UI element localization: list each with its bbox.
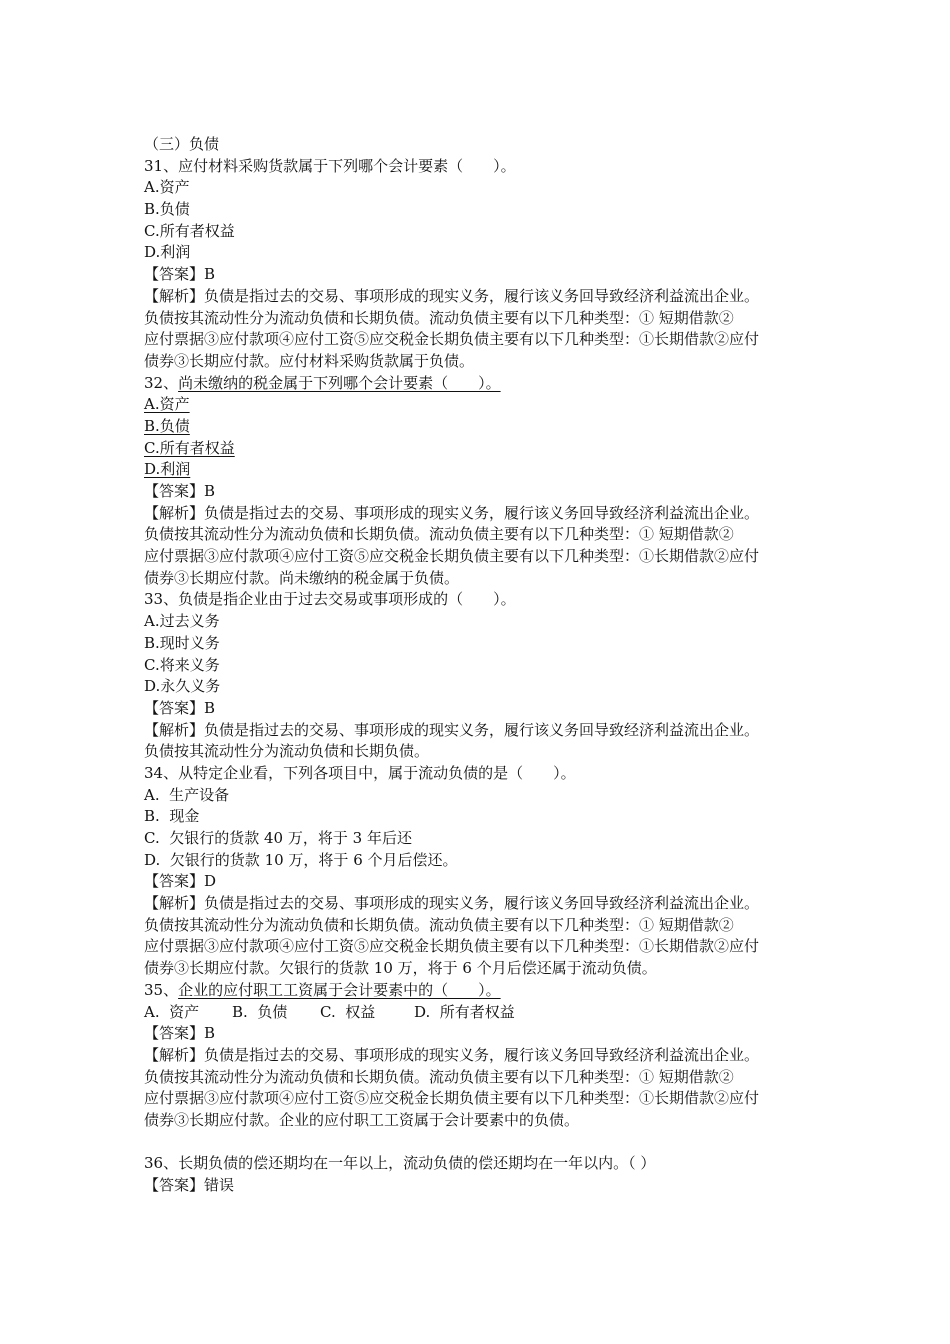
option-c: C.将来义务 xyxy=(144,655,220,674)
option-b: B. 负债 xyxy=(232,1002,288,1021)
question-35 xyxy=(144,980,814,1132)
section-title: （三）负债 xyxy=(144,135,220,153)
option-b: B. 现金 xyxy=(144,807,200,826)
question-stem: 36、长期负债的偿还期均在一年以上，流动负债的偿还期均在一年以内。（ ） xyxy=(144,1154,656,1173)
analysis-line: 负债按其流动性分为流动负债和长期负债。流动负债主要有以下几种类型：① 短期借款② xyxy=(144,1067,734,1086)
analysis-line: 债券③长期应付款。应付材料采购货款属于负债。 xyxy=(144,351,475,370)
analysis-line: 应付票据③应付款项④应付工资⑤应交税金长期负债主要有以下几种类型：①长期借款②应付 xyxy=(144,937,760,956)
option-a: A.资产 xyxy=(144,178,190,197)
analysis-line: 债券③长期应付款。尚未缴纳的税金属于负债。 xyxy=(144,568,460,587)
option-a: A.过去义务 xyxy=(144,612,220,631)
answer: 【答案】B xyxy=(144,1024,216,1043)
analysis-line: 应付票据③应付款项④应付工资⑤应交税金长期负债主要有以下几种类型：①长期借款②应付 xyxy=(144,1089,760,1108)
analysis-line: 【解析】负债是指过去的交易、事项形成的现实义务，履行该义务回导致经济利益流出企业。 xyxy=(144,503,760,522)
option-b xyxy=(144,416,814,438)
question-stem: 33、负债是指企业由于过去交易或事项形成的（ ）。 xyxy=(144,590,516,609)
analysis-line: 负债按其流动性分为流动负债和长期负债。流动负债主要有以下几种类型：① 短期借款② xyxy=(144,525,734,544)
option-d xyxy=(144,459,814,481)
option-text: B.负债 xyxy=(144,416,190,435)
option-text: D.利润 xyxy=(144,460,191,479)
analysis-line: 【解析】负债是指过去的交易、事项形成的现实义务，履行该义务回导致经济利益流出企业。 xyxy=(144,286,760,305)
analysis-line: 【解析】负债是指过去的交易、事项形成的现实义务，履行该义务回导致经济利益流出企业。 xyxy=(144,1045,760,1064)
blank-line xyxy=(144,1132,814,1154)
answer: 【答案】B xyxy=(144,698,216,717)
option-a: A. 资产 xyxy=(144,1002,200,1021)
analysis-line: 应付票据③应付款项④应付工资⑤应交税金长期负债主要有以下几种类型：①长期借款②应付 xyxy=(144,330,760,349)
option-d: D. 所有者权益 xyxy=(414,1002,515,1021)
analysis-line: 【解析】负债是指过去的交易、事项形成的现实义务，履行该义务回导致经济利益流出企业。 xyxy=(144,720,760,739)
analysis-line: 债券③长期应付款。企业的应付职工工资属于会计要素中的负债。 xyxy=(144,1110,580,1129)
question-text: 尚未缴纳的税金属于下列哪个会计要素（ ）。 xyxy=(178,373,501,392)
answer: 【答案】D xyxy=(144,872,217,891)
option-a xyxy=(144,394,814,416)
answer: 【答案】B xyxy=(144,482,216,500)
question-number: 32、 xyxy=(144,373,179,392)
question-34 xyxy=(144,763,814,980)
option-b: B.负债 xyxy=(144,200,190,219)
options-row xyxy=(144,1002,814,1024)
option-text: A.资产 xyxy=(144,395,190,414)
option-d: D. 欠银行的货款 10 万，将于 6 个月后偿还。 xyxy=(144,850,458,869)
option-c: C. 权益 xyxy=(320,1002,376,1021)
option-text: C.所有者权益 xyxy=(144,438,235,457)
question-stem: 34、从特定企业看，下列各项目中，属于流动负债的是（ ）。 xyxy=(144,763,576,782)
answer: 【答案】B xyxy=(144,265,216,284)
option-c: C.所有者权益 xyxy=(144,221,235,240)
option-d: D.永久义务 xyxy=(144,677,221,696)
analysis-line: 负债按其流动性分为流动负债和长期负债。 xyxy=(144,742,430,761)
question-stem: 31、应付材料采购货款属于下列哪个会计要素（ ）。 xyxy=(144,156,516,175)
analysis-line: 负债按其流动性分为流动负债和长期负债。流动负债主要有以下几种类型：① 短期借款② xyxy=(144,308,734,327)
answer: 【答案】错误 xyxy=(144,1176,235,1194)
question-36 xyxy=(144,1153,814,1196)
option-c: C. 欠银行的货款 40 万，将于 3 年后还 xyxy=(144,829,412,847)
option-c xyxy=(144,438,814,460)
question-text: 企业的应付职工工资属于会计要素中的（ ）。 xyxy=(178,980,501,999)
analysis-line: 【解析】负债是指过去的交易、事项形成的现实义务，履行该义务回导致经济利益流出企业。 xyxy=(144,894,760,913)
analysis-line: 债券③长期应付款。欠银行的货款 10 万，将于 6 个月后偿还属于流动负债。 xyxy=(144,959,657,978)
analysis-line: 负债按其流动性分为流动负债和长期负债。流动负债主要有以下几种类型：① 短期借款② xyxy=(144,915,734,934)
question-stem xyxy=(144,373,814,395)
option-b: B.现时义务 xyxy=(144,633,220,652)
question-number: 35、 xyxy=(144,980,179,999)
option-d: D.利润 xyxy=(144,243,191,262)
question-31 xyxy=(144,156,814,373)
document-page xyxy=(144,134,814,1197)
option-a: A. 生产设备 xyxy=(144,785,230,804)
analysis-line: 应付票据③应付款项④应付工资⑤应交税金长期负债主要有以下几种类型：①长期借款②应付 xyxy=(144,547,760,566)
question-32 xyxy=(144,373,814,590)
question-33 xyxy=(144,589,814,763)
question-stem xyxy=(144,980,814,1002)
